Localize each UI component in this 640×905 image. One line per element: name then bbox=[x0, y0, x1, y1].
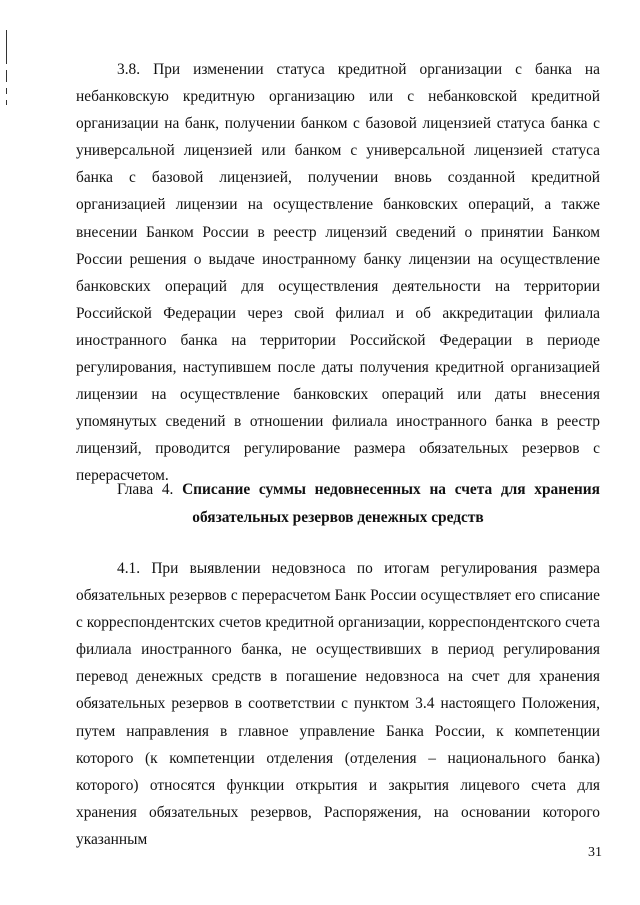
chapter-number: Глава 4. bbox=[117, 481, 183, 498]
paragraph-4-1: 4.1. При выявлении недовзноса по итогам регулирования размера обязательных резервов с перерасчетом Банк России осуществляет его списание с корреспондентских счетов кредитной организации, корреспондентского счета филиала иностранного банка, не осуществивших в период регулирования перевод денежных средств в погашение недовзноса на счет для хранения обязательных резервов в соответствии с пунктом 3.4 настоящего Положения, путем направления в главное управление Банка России, к компетенции которого (к компетенции отделения (отделения – национального банка) которого) относятся функции открытия и закрытия лицевого счета для хранения обязательных резервов, Распоряжения, на основании которого указанным bbox=[76, 560, 600, 848]
chapter-heading-line-1 bbox=[76, 476, 600, 503]
chapter-title-part-1: Списание суммы недовнесенных на счета для хранения bbox=[182, 481, 600, 498]
scan-margin-marks bbox=[6, 30, 10, 110]
page-number: 31 bbox=[588, 845, 602, 860]
paragraph-3-8: 3.8. При изменении статуса кредитной организации с банка на небанковскую кредитную организацию или с небанковской кредитной организации на банк, получении банком с базовой лицензией статуса банка с универсальной лицензией или банком с универсальной лицензией статуса банка с базовой лицензией, получении вновь созданной кредитной организацией лицензии на осуществление банковских операций, а также внесении Банком России в реестр лицензий сведений о принятии Банком России решения о выдаче иностранному банку лицензии на осуществление банковских операций для осуществления деятельности на территории Российской Федерации через свой филиал и об аккредитации филиала иностранного банка на территории Российской Федерации в периоде регулирования, наступившем после даты получения кредитной организацией лицензии на осуществление банковских операций или даты внесения упомянутых сведений в отношении филиала иностранного банка в реестр лицензий, проводится регулирование размера обязательных резервов с перерасчетом. bbox=[76, 61, 600, 485]
chapter-heading bbox=[76, 476, 600, 531]
chapter-title-part-2: обязательных резервов денежных средств bbox=[192, 509, 484, 527]
